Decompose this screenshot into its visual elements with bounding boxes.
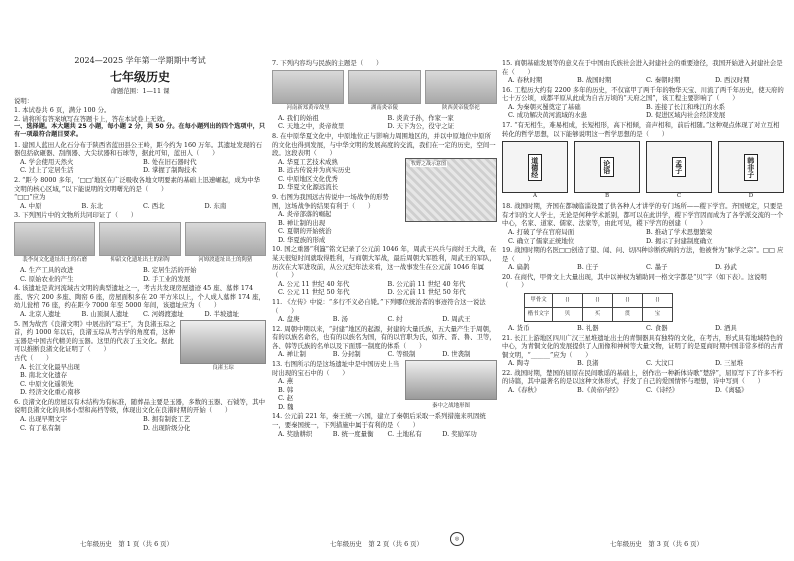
option[interactable]: D. 孙武 [715, 263, 737, 272]
page-footer-3: 七年级历史 第 3 页（共 6 页） [610, 540, 703, 548]
book-label: B [604, 192, 610, 199]
option[interactable]: D. 经济文化重心南移 [20, 388, 81, 397]
option[interactable]: A. 中原 [20, 201, 42, 210]
question-7: 7. 下列内容均与民族的主题是（ ） [272, 59, 383, 67]
figure-caption: 仰韶文化遗址出土的彩陶 [110, 256, 170, 263]
oracle-glyph: ⟨⟩ [553, 293, 583, 307]
question-5: 5. 图为故宫《良渚文明》中展出的“琮王”，为良渚玉琮之首，约 1000 年以后，良渚玉琮从考古学的角度看，这种玉器是中国古代精美的玉器。这里的代表了玉文化。据此可以推断良渚文化证明了（ ） 古代（ ） 良渚玉琮 [14, 320, 266, 363]
book-cover-d[interactable] [718, 141, 784, 199]
table-cell: 宝 [643, 307, 673, 321]
option[interactable]: A. 生产工具的改进 [20, 266, 74, 275]
option[interactable]: D. 三星堆 [715, 359, 744, 368]
exam-note-2: 2. 请将所有答案填写在答题卡上，答在本试卷上无效。 [14, 114, 170, 123]
question-22-options [502, 386, 784, 395]
option[interactable]: D. 世袭制 [442, 350, 471, 359]
table-cell: 买 [583, 307, 613, 321]
option[interactable]: D. 周武王 [442, 315, 471, 324]
option[interactable]: D.《离骚》 [715, 386, 748, 395]
option[interactable]: B.《黄帝内经》 [577, 386, 623, 395]
question-22: 22. 战国时期，楚国的屈原在民间歌谣的基础上，创作出一种新体诗歌“楚辞”，屈原写下了许多不朽的诗篇，其中最著名的是以这种文体形式，抒发了自己的爱国情怀与理想，诗中写到（ ） [502, 368, 783, 386]
option[interactable]: C. 食器 [646, 323, 668, 332]
option[interactable]: A. 奖励耕织 [278, 429, 313, 438]
option[interactable]: B. 统一度量衡 [332, 429, 374, 438]
option[interactable]: C. 纣 [387, 315, 403, 324]
option[interactable]: D. 手工业的发展 [143, 274, 191, 283]
option[interactable]: D. 天下为公，役守之证 [387, 122, 454, 131]
book-title: 论语 [600, 157, 613, 177]
question-18-options [502, 228, 784, 245]
option[interactable]: B. 公元前 11 世纪 40 年代 [387, 279, 466, 288]
figure-caption: 秦中之战地形图 [432, 403, 470, 410]
exam-subject: 七年级历史 [109, 69, 170, 84]
table-cell: 贝 [553, 307, 583, 321]
option[interactable]: C. 有了私有制 [20, 423, 61, 432]
question-1: 1. 建国人蓝田人化石分布于陕西省蓝田县公王岭，距今约为 160 万年。其遗址发现的石器包括砍砸器、刮削器、大尖状器和石球等，据此可知，蓝田人（ ） [14, 140, 263, 158]
question-12: 12. 周朝中期以来，“封建”地区的起源，封建的大量氏族，五大量产生于周朝，有的以族名命名，也有的以族名为国，有的以官职为氏，如齐、晋、鲁、卫等，各、韩等氏族的名单以及下面那一制度的体系（ ） [272, 324, 496, 350]
option[interactable]: C. 中原地区文化优秀 [278, 174, 338, 183]
option[interactable]: B. 山顶洞人遗址 [81, 310, 129, 319]
option[interactable]: D. 西汉时期 [715, 76, 750, 85]
question-16: 16. 工程历大约有 2200 多年的历史，不仅富甲了两千年的物华天宝、川流了两千年历史，使天府的七十万公顷，成都平原从此成为自古万顷的“天府之国”，该工程主要影响了（ ） [502, 85, 784, 103]
option[interactable]: C. 赵 [278, 394, 294, 403]
exam-title: 2024—2025 学年第一学期期中考试 [74, 56, 206, 65]
book-cover-b[interactable] [574, 141, 640, 199]
option[interactable]: A. 北京人遗址 [20, 310, 61, 319]
option[interactable]: C. 成功解决黄河流域的水患 [508, 111, 588, 120]
book-cover-c[interactable] [646, 141, 712, 199]
question-1-options [14, 158, 266, 175]
section-1-heading: 一、选择题。本大题共 25 小题，每小题 2 分，共 50 分。在每小题列出的四个选项中，只有一项最符合题目要求。 [14, 123, 266, 139]
option[interactable]: C. 墨子 [646, 263, 668, 272]
question-3: 3. 下列图片中的文物所共同印证了（ ） [14, 211, 138, 220]
question-15-options [502, 76, 784, 85]
option[interactable]: D. 揭示了封建制度确立 [646, 236, 713, 245]
option[interactable]: B. 东北 [81, 201, 104, 210]
option[interactable]: D. 华夏族的形成 [278, 235, 326, 244]
figure-caption: 良渚玉琮 [212, 364, 234, 371]
option[interactable]: B. 良渚 [577, 359, 599, 368]
page-footer-1: 七年级历史 第 1 页（共 6 页） [80, 540, 173, 548]
question-19: 19. 战国时期的名医□□创造了望、闻、问、切四种诊断疾病的方法，他被誉为“脉学之宗”。□□ 应是（ ） [502, 246, 784, 263]
oracle-bone-table [524, 293, 673, 322]
option[interactable]: C. 中原文化遥领先 [20, 379, 74, 388]
figure-caption: 河姆渡遗址出土的陶猪 [198, 256, 253, 263]
option[interactable]: C. 确立了儒家正统地位 [508, 236, 575, 245]
question-20-options [502, 324, 784, 333]
jade-cong-image [180, 320, 266, 364]
option[interactable]: B. 庄子 [577, 263, 599, 272]
oracle-glyph: ⟨⟩ [643, 293, 673, 307]
question-7-options [272, 114, 497, 131]
option[interactable]: A. 陶寺 [508, 359, 530, 368]
pottery-pig-image [185, 222, 266, 256]
map-label: 牧野之战示意图 [411, 160, 447, 167]
option[interactable]: B. 汤 [332, 315, 348, 324]
option[interactable]: C. 夏朝的开始统治 [278, 227, 332, 236]
option[interactable]: D. 出现阶级分化 [143, 423, 191, 432]
option[interactable]: A. 燕 [278, 377, 294, 386]
option[interactable]: A. 学会使用天然火 [20, 157, 74, 166]
question-3-figures [14, 222, 266, 264]
option[interactable]: D. 半坡遗址 [204, 310, 240, 319]
question-14-options [272, 430, 497, 439]
question-10: 10. 国之重器“利簋”铭文记录了公元前 1046 年，周武王兴兵与商纣王大战，在某天很短时间就取得胜利，与商朝大军战，最后周朝大军胜利，周武王的军队，历次在大军进攻前，从公元纪年法来看，这一战事发生在公元前 1046 年属（ ） [272, 245, 497, 280]
huangdi-tomb-image [425, 70, 497, 104]
option[interactable]: C.《诗经》 [646, 386, 679, 395]
option[interactable]: D. 公元前 11 世纪 50 年代 [387, 288, 466, 297]
option[interactable]: C. 过上了定居生活 [20, 166, 74, 175]
option[interactable]: A. 公元 11 世纪 40 年代 [278, 279, 350, 288]
option[interactable]: A. 长江文化最早出现 [20, 362, 80, 371]
question-2: 2. “距今 8000 多年，‘□□’地区在广泛吸收各地文明要素的基础上迅速崛起，成为中华文明的核心区域，”以下能说明的文明曙光的是（ ） [14, 176, 260, 193]
question-7-figures [272, 70, 497, 112]
option[interactable]: D. 华夏文化源远流长 [278, 183, 339, 192]
option[interactable]: A. 打破了学在官府局面 [508, 227, 575, 236]
option[interactable]: D. 酒具 [715, 323, 737, 332]
battle-map [405, 158, 497, 222]
yandi-tomb-image [348, 70, 420, 104]
option[interactable]: C. 天地之中，炎帝故里 [278, 122, 345, 131]
column-2 [272, 58, 497, 528]
option[interactable]: A. 炎帝部落的崛起 [278, 210, 332, 219]
option[interactable]: A. 春秋时期 [508, 76, 543, 85]
exam-scope: 命题范围：1—11 课 [110, 86, 170, 95]
option[interactable]: A. 货币 [508, 323, 530, 332]
question-12-options [272, 350, 497, 359]
option[interactable]: B. 礼器 [577, 323, 599, 332]
question-11-options [272, 315, 497, 324]
question-11: 11. 《左传》中说：“多行不义必自毙。”下列哪位统治者的事迹符合这一说法（ ） [272, 297, 486, 315]
oracle-glyph: ⟨⟩ [613, 293, 643, 307]
option[interactable]: B. 韩 [278, 385, 294, 394]
option[interactable]: A. 出现早期文字 [20, 414, 68, 423]
option[interactable]: D. 掌握了制陶技术 [143, 166, 197, 175]
option[interactable]: B. 南北文化遗存 [20, 371, 68, 380]
option[interactable]: A. 华夏工艺技术成熟 [278, 157, 338, 166]
book-title: 孟子 [672, 157, 685, 177]
option[interactable]: C. 西北 [143, 201, 165, 210]
option[interactable]: B. 战国时期 [577, 76, 612, 85]
figure-caption: 河南新郑黄帝故里 [286, 104, 330, 111]
option[interactable]: D. 奖励军功 [442, 429, 477, 438]
question-18: 18. 战国时期，齐国在都城临淄设置了供各种人才讲学的专门场所——稷下学宫。齐国规定，只要是有才识的文人学士，无论是何种学术派别，都可以在此讲学，稷下学宫因而成为了各学派交流的一个中心，名家、道家、儒家、法家等，由此可见，稷下学宫的创建（ ） [502, 202, 784, 228]
question-14: 14. 公元前 221 年，秦王统一六国，建立了秦朝后采取一系列措施来巩固统一，要秦国统一，下列措施中属于有利的是（ ） [272, 412, 486, 430]
book-figures [502, 141, 784, 199]
option[interactable]: B. 拥有制瓷工艺 [143, 414, 191, 423]
question-3-options [14, 266, 266, 283]
stone-mill-image [14, 222, 95, 256]
option[interactable]: B. 推动了学术思想繁荣 [646, 227, 713, 236]
book-label: C [676, 192, 682, 199]
option[interactable]: C. 大汶口 [646, 359, 674, 368]
option[interactable]: C. 公元 11 世纪 50 年代 [278, 288, 350, 297]
figure-caption: 裴李岗文化遗址出土的石磨 [22, 256, 88, 263]
table-header: 甲骨文 [525, 293, 553, 307]
question-6-options [14, 415, 266, 432]
option[interactable]: A. 为秦朝灭蜀奠定了基础 [508, 102, 581, 111]
table-header: 楷书文字 [525, 307, 553, 321]
option[interactable]: B. 定居生活的开始 [143, 266, 197, 275]
question-2-options [14, 202, 266, 211]
book-label: A [532, 192, 538, 199]
question-15: 15. 商朝基础发展等的意义在于中国由氏族社会进入封建社会的重要途径，我国开始进入封建社会是在（ ） [502, 59, 783, 76]
table-cell: 贯 [613, 307, 643, 321]
question-13: 13. 右图所示的是这场遗址中是中国历史上当时出现的宝石中的（ ） A. 燕 B. 韩 C. 赵 D. 魏 秦中之战地形图 [272, 360, 497, 411]
option[interactable]: A.《春秋》 [508, 386, 541, 395]
question-4: 4. 该遗址是黄河流域古文明的典型遗址之一，考古共发现房屋遗迹 45 座、墓葬 174 座、客穴 200 多座、陶窑 6 座，房屋面积多在 20 平方米以上，个人成人墓葬 174 座，幼儿瓮棺 76 座，约在距今 7000 年至 5000 年间，该遗址应为（ ） [14, 284, 265, 310]
figure-caption: 陕西黄帝陵祭祀 [441, 104, 480, 111]
option[interactable]: A. 扁鹊 [508, 263, 530, 272]
figure-caption: 湖南炎帝陵 [371, 104, 398, 111]
option[interactable]: C. 土地私有 [387, 429, 422, 438]
option[interactable]: A. 我们的始祖 [278, 113, 319, 122]
option[interactable]: D. 魏 [278, 402, 294, 411]
question-17: 17. “有无相生，难易相成，长短相形，高下相倾，音声相和，前后相随。”这种观点体现了对立互相转化的哲学思想，以下能够说明这一哲学思想的是（ ） [502, 121, 780, 138]
exam-note-1: 1. 本试卷共 6 页，满分 100 分。 [14, 105, 111, 114]
option[interactable]: C. 原始农业的产生 [20, 274, 74, 283]
question-10-options [272, 280, 497, 297]
battle-site-image [405, 360, 497, 400]
question-21-options [502, 359, 784, 368]
option[interactable]: A. 禅让制 [278, 350, 306, 359]
book-title: 韩非子 [744, 154, 757, 181]
exam-note-head: 说明： [14, 97, 34, 106]
option[interactable]: B. 分封制 [332, 350, 361, 359]
question-8: 8. 在中原华夏文化中，中原地位正与影响力周围地区的，并以中原地位中原所的文化也得到发展，与中华文明的发展高度的交流，我们在一定的历史，空间一段。这段表明（ ） [272, 131, 496, 158]
question-9: 9. 右图为我国远古传说中一场战争的形势图，这场战争的结果有利于（ ） [272, 193, 389, 210]
option[interactable]: B. 远古传说并为真实历史 [278, 166, 351, 175]
book-label: D [748, 192, 754, 199]
option[interactable]: C. 河姆渡遗址 [143, 310, 184, 319]
option[interactable]: C. 秦朝时期 [646, 76, 681, 85]
oracle-glyph: ⟨⟩ [583, 293, 613, 307]
painted-pottery-image [99, 222, 180, 256]
book-title: 道德经 [528, 154, 541, 181]
option[interactable]: C. 等级制 [387, 350, 416, 359]
option[interactable]: B. 处在旧石器时代 [143, 157, 197, 166]
question-21: 21. 长江上游地区四川广汉三星堆遗址出土的青铜器具有独特的文化，在考古，形式具有地域特色的中心，为青铜文化的发展提供了人面像和神树等大量文物，证明了的是夏商时期中国非常多样的古青铜文明，“______”应为（ ） [502, 333, 784, 359]
book-cover-a[interactable] [502, 141, 568, 199]
option[interactable]: B. 炎黄子孙，作家一家 [387, 113, 454, 122]
question-6: 6. 良渚文化的房屋以有木结构为有标准，随葬品主要是玉器，多数的玉器、石钺等，其中说明良渚文化的具体小型和高档等级，体现出文化在良渚时期的开始（ ） [14, 397, 265, 415]
question-19-options [502, 263, 784, 272]
option[interactable]: B. 禅让制的出现 [278, 218, 326, 227]
option[interactable]: A. 盘庚 [278, 315, 300, 324]
seal-icon: ◎ [450, 532, 464, 546]
column-3 [502, 58, 784, 528]
question-4-options [14, 310, 266, 319]
page-footer-2: 七年级历史 第 2 页（共 6 页） [330, 540, 423, 548]
option[interactable]: D. 东南 [204, 201, 227, 210]
huangdi-hometown-image [272, 70, 344, 104]
column-1 [14, 54, 266, 524]
question-16-options [502, 103, 784, 120]
option[interactable]: B. 连接了长江和珠江的水系 [646, 102, 726, 111]
question-2-blank: “□□”应为 [14, 193, 46, 202]
question-20: 20. 在商代，甲骨文上大量出现，其中以神权为辅助同一格文字都是“贝”字（如下表）。这说明（ ） [502, 272, 767, 290]
option[interactable]: D. 促进区域内社会经济发展 [646, 111, 726, 120]
